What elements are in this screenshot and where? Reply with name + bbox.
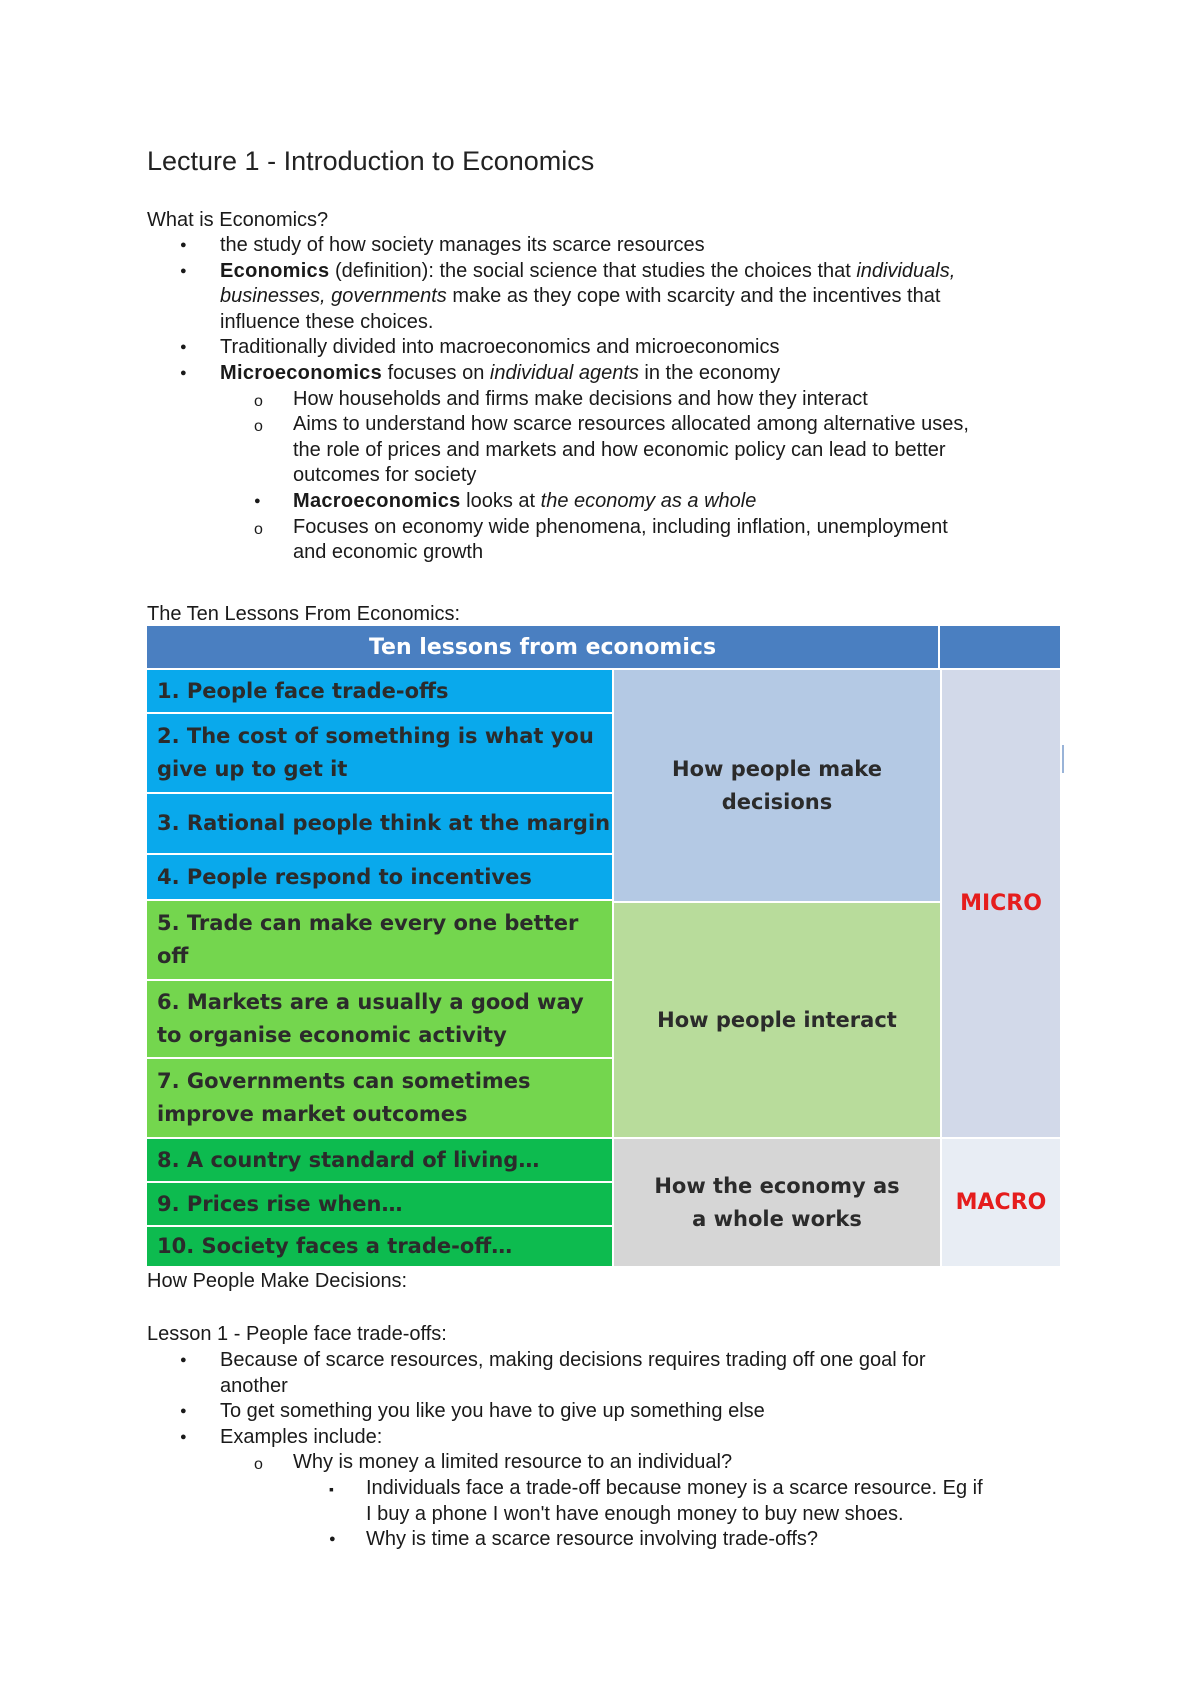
list-item: Why is time a scarce resource involving trade-offs? [366, 1528, 819, 1551]
list-item: Individuals face a trade-off because money is a scarce resource. Eg if I buy a phone I won't have enough money to buy new shoes. [366, 1476, 983, 1525]
list-item: Examples include: [220, 1425, 383, 1448]
lesson-1-heading: Lesson 1 - People face trade-offs: [147, 1323, 447, 1345]
section-heading-ten-lessons: The Ten Lessons From Economics: [147, 603, 461, 625]
lesson-cell: 10. Society faces a trade-off… [147, 1227, 612, 1266]
lesson-cell: 9. Prices rise when… [147, 1183, 612, 1227]
list-item: Traditionally divided into macroeconomics and microeconomics [220, 336, 780, 359]
page-title: Lecture 1 - Introduction to Economics [147, 146, 595, 176]
lesson-cell: 3. Rational people think at the margin [147, 794, 612, 855]
table-header: Ten lessons from economics [147, 626, 940, 668]
list-item: Economics (definition): the social science that studies the choices that individuals, businesses, governments make as they cope with scarcity and the incentives that influence these choices. [220, 259, 956, 333]
table-header-blank [940, 626, 1060, 668]
lesson-cell: 5. Trade can make every one better off [147, 901, 612, 981]
lesson-cell: 2. The cost of something is what you give up to get it [147, 714, 612, 794]
section-heading-how-people-make-decisions: How People Make Decisions: [147, 1270, 408, 1292]
list-item: To get something you like you have to give up something else [220, 1400, 765, 1423]
category-cell-economy: How the economy as a whole works [614, 1139, 940, 1266]
ten-lessons-table [147, 626, 1060, 1266]
list-item: Focuses on economy wide phenomena, including inflation, unemployment and economic growth [293, 515, 948, 564]
lesson-cell: 7. Governments can sometimes improve market outcomes [147, 1059, 612, 1139]
scope-cell-micro: MICRO [942, 670, 1060, 1137]
lesson-1-bullet-list [147, 1348, 1097, 1553]
list-item: Why is money a limited resource to an individual? [293, 1451, 733, 1474]
economics-bullet-list [147, 233, 1097, 566]
list-item: How households and firms make decisions and how they interact [293, 387, 868, 410]
divider [1062, 745, 1064, 773]
category-cell-decisions: How people make decisions [614, 670, 940, 901]
list-item: Because of scarce resources, making decisions requires trading off one goal for another [220, 1349, 926, 1397]
lesson-cell: 4. People respond to incentives [147, 855, 612, 901]
list-item: Macroeconomics looks at the economy as a whole [293, 489, 757, 512]
list-item: the study of how society manages its scarce resources [220, 234, 705, 256]
lesson-cell: 1. People face trade-offs [147, 670, 612, 714]
category-cell-interact: How people interact [614, 903, 940, 1137]
section-heading-what-is-economics: What is Economics? [147, 209, 329, 231]
list-item: Microeconomics focuses on individual agents in the economy [220, 361, 781, 384]
list-item: Aims to understand how scarce resources allocated among alternative uses, the role of prices and markets and how economic policy can lead to better outcomes for society [293, 413, 969, 487]
lesson-cell: 6. Markets are a usually a good way to organise economic activity [147, 981, 612, 1059]
scope-cell-macro: MACRO [942, 1139, 1060, 1266]
lesson-cell: 8. A country standard of living… [147, 1139, 612, 1183]
